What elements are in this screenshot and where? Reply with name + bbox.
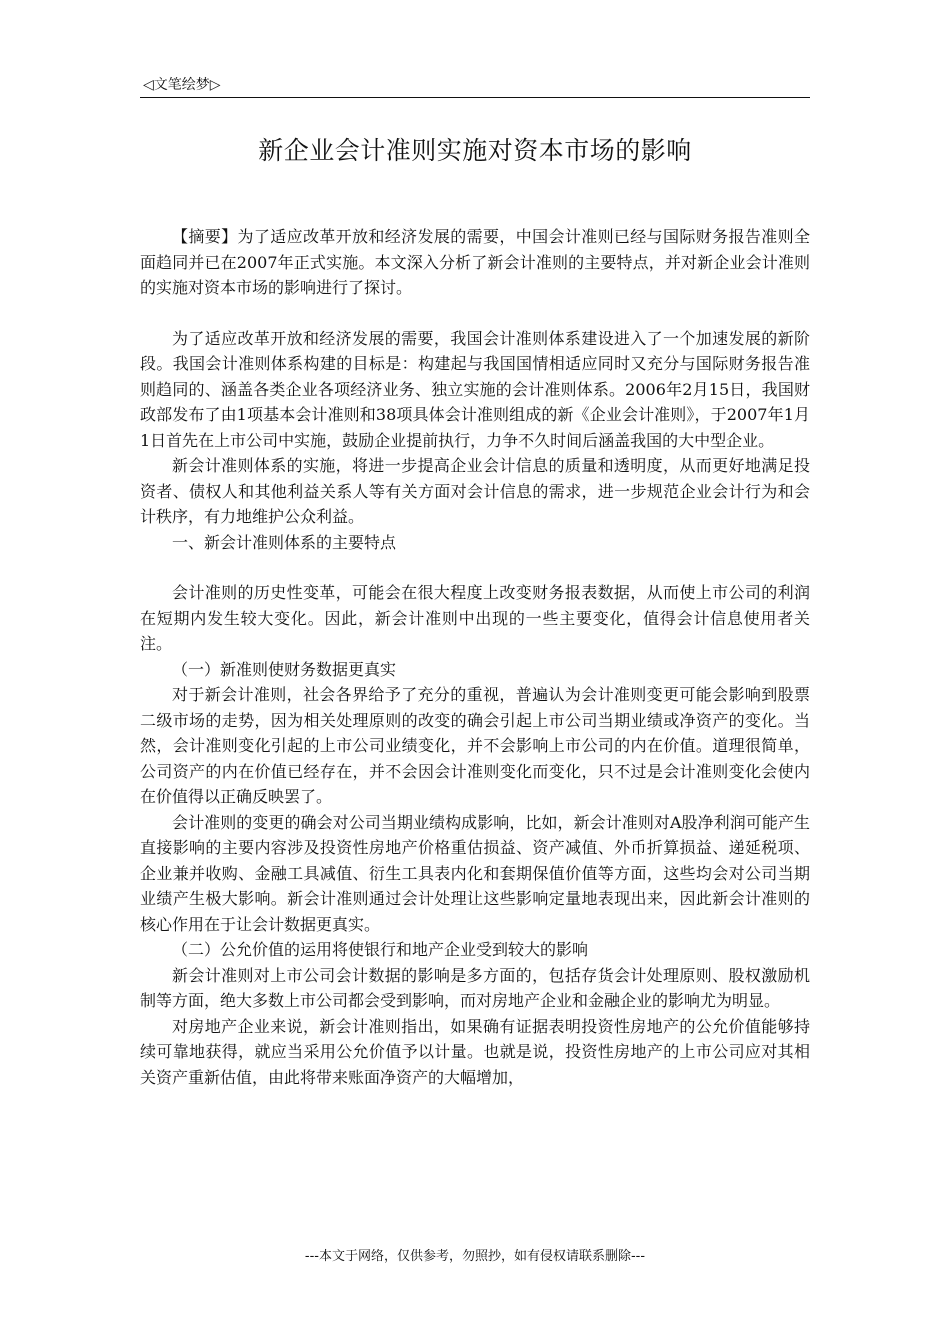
footer-disclaimer: ---本文于网络，仅供参考，勿照抄，如有侵权请联系删除--- bbox=[304, 1249, 646, 1264]
header-mark: ◁文笔绘梦▷ bbox=[143, 77, 221, 93]
section-heading-1: 一、新会计准则体系的主要特点 bbox=[172, 532, 397, 552]
subsection-heading-1: （一）新准则使财务数据更真实 bbox=[172, 659, 397, 679]
intro-paragraph-1: 为了适应改革开放和经济发展的需要，我国会计准则体系建设进入了一个加速发展的新阶段。我国会计准则体系构建的目标是：构建起与我国国情相适应同时又充分与国际财务报告准则趋同的、涵盖各类企业各项经济业务、独立实施的会计准则体系。2006年2月15日，我国财政部发布了由1项基本会计准则和38项具体会计准则组成的新《企业会计准则》，于2007年1月1日首先在上市公司中实施，鼓励企业提前执行，力争不久时间后涵盖我国的大中型企业。 bbox=[140, 328, 810, 450]
section1-paragraph: 会计准则的历史性变革，可能会在很大程度上改变财务报表数据，从而使上市公司的利润在短期内发生较大变化。因此，新会计准则中出现的一些主要变化，值得会计信息使用者关注。 bbox=[140, 583, 810, 653]
intro-paragraph-2: 新会计准则体系的实施，将进一步提高企业会计信息的质量和透明度，从而更好地满足投资者、债权人和其他利益关系人等有关方面对会计信息的需求，进一步规范企业会计行为和会计秩序，有力地维护公众利益。 bbox=[140, 456, 810, 526]
abstract-paragraph: 【摘要】为了适应改革开放和经济发展的需要，中国会计准则已经与国际财务报告准则全面趋同并已在2007年正式实施。本文深入分析了新会计准则的主要特点，并对新企业会计准则的实施对资本市场的影响进行了探讨。 bbox=[140, 227, 810, 297]
subsection2-paragraph-2: 对房地产企业来说，新会计准则指出，如果确有证据表明投资性房地产的公允价值能够持续可靠地获得，就应当采用公允价值予以计量。也就是说，投资性房地产的上市公司应对其相关资产重新估值，由此将带来账面净资产的大幅增加， bbox=[140, 1016, 810, 1087]
subsection2-paragraph-1: 新会计准则对上市公司会计数据的影响是多方面的，包括存货会计处理原则、股权激励机制等方面，绝大多数上市公司都会受到影响，而对房地产企业和金融企业的影响尤为明显。 bbox=[140, 965, 810, 1010]
subsection-heading-2: （二）公允价值的运用将使银行和地产企业受到较大的影响 bbox=[172, 940, 589, 959]
document-body bbox=[140, 224, 810, 1090]
subsection1-paragraph-2: 会计准则的变更的确会对公司当期业绩构成影响，比如，新会计准则对A股净利润可能产生直接影响的主要内容涉及投资性房地产价格重估损益、资产减值、外币折算损益、递延税项、企业兼并收购、金融工具减值、衍生工具表内化和套期保值价值等方面，这些均会对公司当期业绩产生极大影响。新会计准则通过会计处理让这些影响定量地表现出来，因此新会计准则的核心作用在于让会计数据更真实。 bbox=[140, 812, 810, 934]
header-divider bbox=[140, 97, 810, 98]
subsection1-paragraph-1: 对于新会计准则，社会各界给予了充分的重视，普遍认为会计准则变更可能会影响到股票二级市场的走势，因为相关处理原则的改变的确会引起上市公司当期业绩或净资产的变化。当然，会计准则变化引起的上市公司业绩变化，并不会影响上市公司的内在价值。道理很简单，公司资产的内在价值已经存在，并不会因会计准则变化而变化，只不过是会计准则变化会使内在价值得以正确反映罢了。 bbox=[140, 685, 810, 806]
document-title: 新企业会计准则实施对资本市场的影响 bbox=[258, 136, 692, 165]
